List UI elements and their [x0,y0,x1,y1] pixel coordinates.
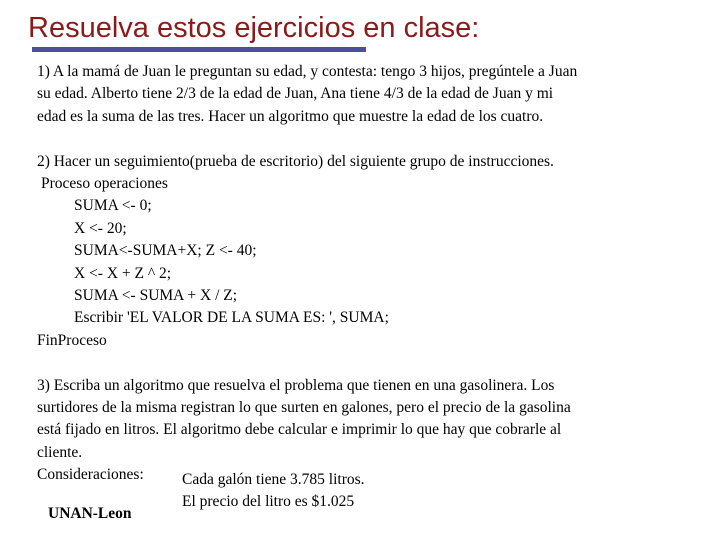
exercise-1-line: 1) A la mamá de Juan le preguntan su edad, y contesta: tengo 3 hijos, pregúntele a Juan [37,63,578,80]
exercise-3-line: está fijado en litros. El algoritmo debe calcular e imprimir lo que hay que cobrarle al [37,421,562,439]
considerations-list [182,469,365,514]
code-line: SUMA <- SUMA + X / Z; [74,287,238,305]
slide-body [37,61,677,487]
consideration-item: Cada galón tiene 3.785 litros. [182,471,365,488]
proceso-end: FinProceso [37,331,107,349]
exercise-1-line: edad es la suma de las tres. Hacer un algoritmo que muestre la edad de los cuatro. [37,107,544,125]
code-line: SUMA <- 0; [74,197,152,215]
exercise-1-line: su edad. Alberto tiene 2/3 de la edad de Juan, Ana tiene 4/3 de la edad de Juan y mi [37,85,554,103]
code-line: X <- 20; [74,219,127,237]
exercise-3-line: surtidores de la misma registran lo que surten en galones, pero el precio de la gasolina [37,399,571,417]
footer-label: UNAN-Leon [48,505,132,522]
exercise-3-line: cliente. [37,443,83,461]
code-line: Escribir 'EL VALOR DE LA SUMA ES: ', SUMA; [74,309,389,327]
exercise-3-line: 3) Escriba un algoritmo que resuelva el problema que tienen en una gasolinera. Los [37,376,555,394]
exercise-2-intro: 2) Hacer un seguimiento(prueba de escritorio) del siguiente grupo de instrucciones. [37,152,554,170]
consideration-item: El precio del litro es $1.025 [182,493,355,511]
title-underline [32,47,366,52]
considerations-label: Consideraciones: [37,466,144,484]
slide-title: Resuelva estos ejercicios en clase: [28,12,480,44]
code-line: X <- X + Z ^ 2; [74,264,172,282]
code-line: SUMA<-SUMA+X; Z <- 40; [74,242,257,260]
proceso-start: Proceso operaciones [41,175,168,193]
